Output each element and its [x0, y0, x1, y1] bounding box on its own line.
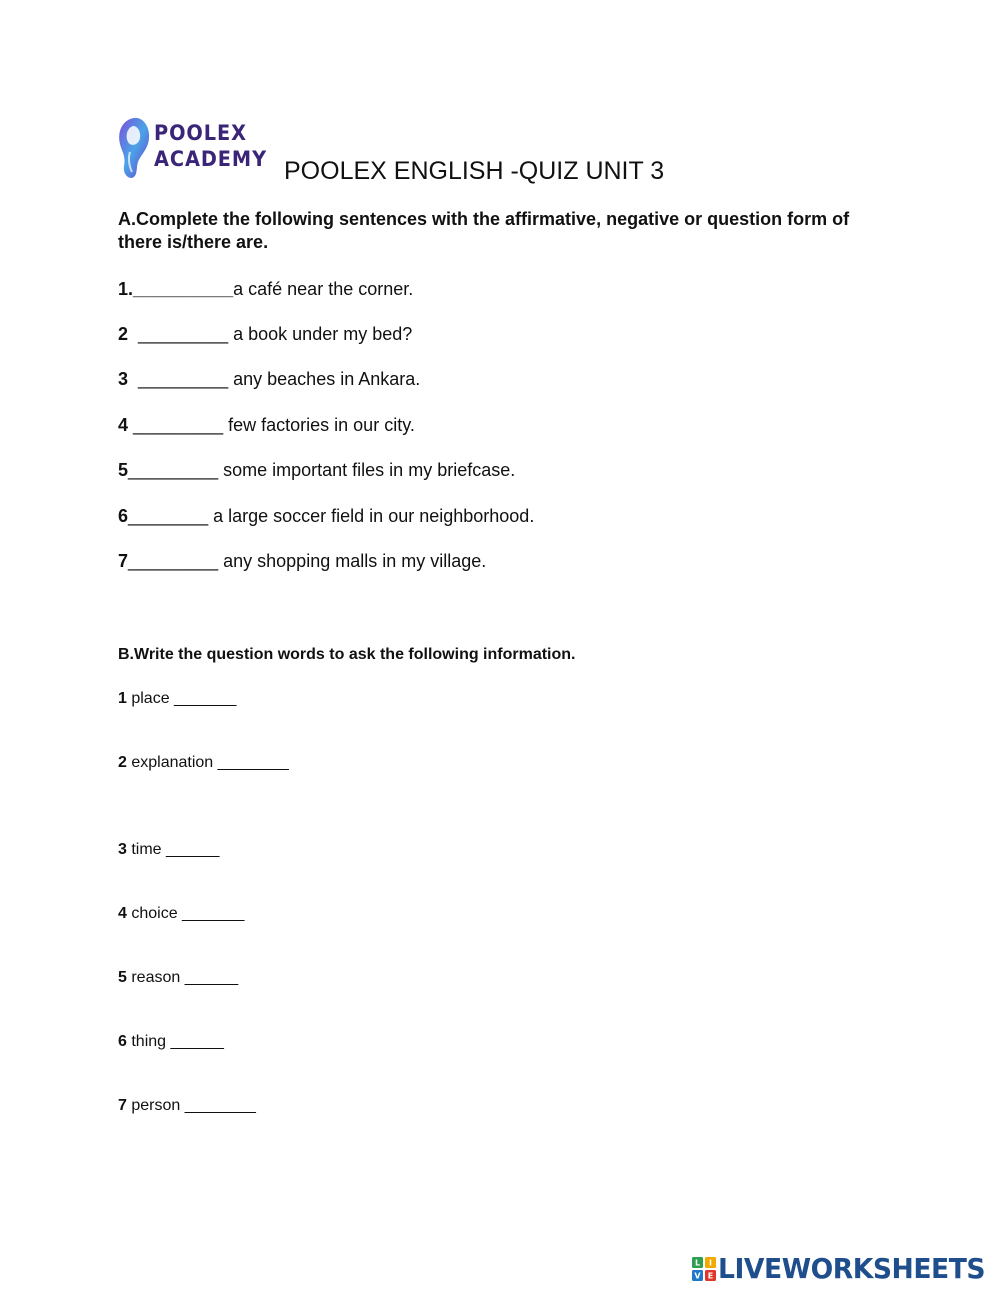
exercise-a-item-6: [118, 505, 534, 527]
icon-letter-i: I: [709, 1258, 712, 1268]
item-number: 2: [118, 324, 129, 344]
exercise-a-item-1: [118, 278, 413, 300]
exercise-a-item-2: [118, 323, 412, 345]
section-b-heading: B.Write the question words to ask the following information.: [118, 646, 576, 663]
item-number: 5: [118, 460, 129, 480]
poolex-academy-logo: [116, 114, 266, 184]
answer-blank[interactable]: _________: [128, 415, 229, 435]
exercise-a-item-3: [118, 368, 420, 390]
item-text: thing ______: [126, 1033, 224, 1050]
exercise-b-item-7[interactable]: [118, 1096, 256, 1116]
item-text: person ________: [126, 1097, 256, 1114]
item-number: 2: [118, 754, 127, 771]
answer-blank[interactable]: ________: [128, 506, 214, 526]
item-text: a book under my bed?: [233, 324, 413, 344]
item-number: 5: [118, 969, 127, 986]
answer-blank[interactable]: __________: [133, 279, 234, 299]
item-number: 6: [118, 506, 129, 526]
item-text: time ______: [126, 841, 220, 858]
item-text: any shopping malls in my village.: [223, 551, 487, 571]
section-a-heading: A.Complete the following sentences with the affirmative, negative or question form of there is/there are.: [118, 209, 850, 252]
liveworksheets-wordmark: LIVEWORKSHEETS: [718, 1252, 986, 1285]
page-title: POOLEX ENGLISH -QUIZ UNIT 3: [284, 157, 665, 185]
item-text: any beaches in Ankara.: [233, 369, 421, 389]
exercise-b-item-4[interactable]: [118, 904, 244, 924]
exercise-b-item-6[interactable]: [118, 1032, 224, 1052]
item-text: explanation ________: [126, 754, 289, 771]
item-number: 4: [118, 905, 127, 922]
exercise-a-item-5: [118, 459, 515, 481]
item-text: some important files in my briefcase.: [223, 460, 516, 480]
logo-wordmark: [154, 120, 267, 172]
exercise-b-item-1[interactable]: [118, 689, 236, 709]
item-number: 3: [118, 369, 129, 389]
logo-line-1: POOLEX: [154, 121, 247, 145]
exercise-a-item-4: [118, 414, 415, 436]
answer-blank[interactable]: _________: [128, 460, 224, 480]
logo-line-2: ACADEMY: [154, 147, 267, 171]
icon-letter-e: E: [707, 1271, 714, 1281]
item-number: 3: [118, 841, 127, 858]
answer-blank[interactable]: _________: [128, 324, 234, 344]
item-number: 4: [118, 415, 129, 435]
exercise-b-item-5[interactable]: [118, 968, 238, 988]
exercise-b-item-3[interactable]: [118, 840, 219, 860]
liveworksheets-brand[interactable]: [692, 1252, 992, 1286]
exercise-a-item-7: [118, 550, 486, 572]
item-text: a café near the corner.: [233, 279, 414, 299]
item-text: a large soccer field in our neighborhood.: [213, 506, 535, 526]
item-text: reason ______: [126, 969, 239, 986]
icon-letter-l: L: [694, 1258, 701, 1268]
exercise-b-item-2[interactable]: [118, 753, 289, 773]
icon-letter-v: V: [694, 1271, 701, 1281]
poolex-logo-mark-icon: [116, 116, 152, 180]
item-number: 1: [118, 690, 127, 707]
item-text: place _______: [126, 690, 237, 707]
item-text: few factories in our city.: [228, 415, 415, 435]
item-text: choice _______: [126, 905, 245, 922]
item-number: 6: [118, 1033, 127, 1050]
answer-blank[interactable]: _________: [128, 551, 224, 571]
liveworksheets-logo-icon: [692, 1257, 716, 1281]
answer-blank[interactable]: _________: [128, 369, 234, 389]
item-number: 7: [118, 1097, 127, 1114]
item-number: 1.: [118, 279, 134, 299]
item-number: 7: [118, 551, 129, 571]
